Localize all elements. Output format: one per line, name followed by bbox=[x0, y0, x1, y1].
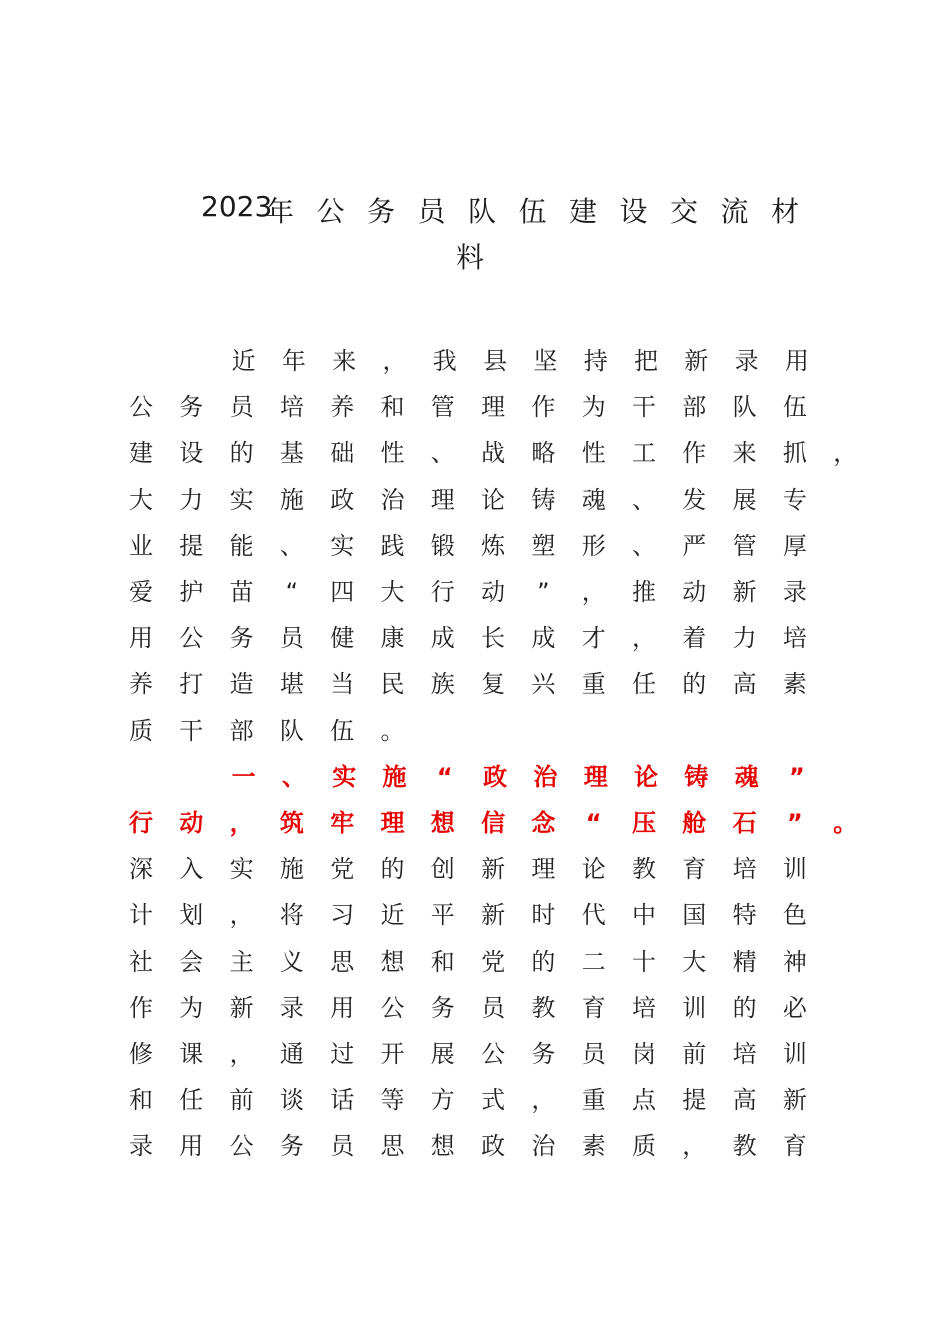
paragraph-line: 公 务 员 培 养 和 管 理 作 为 干 部 队 伍 bbox=[129, 393, 807, 422]
paragraph-line: 社 会 主 义 思 想 和 党 的 二 十 大 精 神 bbox=[129, 947, 807, 976]
paragraph-line: 和 任 前 谈 话 等 方 式 ， 重 点 提 高 新 bbox=[129, 1086, 807, 1115]
paragraph-line: 近 年 来 ， 我 县 坚 持 把 新 录 用 bbox=[231, 347, 809, 375]
paragraph-line: 计 划 ， 将 习 近 平 新 时 代 中 国 特 色 bbox=[129, 901, 807, 930]
paragraph-line: 用 公 务 员 健 康 成 长 成 才 ， 着 力 培 bbox=[129, 624, 807, 653]
paragraph-line: 业 提 能 、 实 践 锻 炼 塑 形 、 严 管 厚 bbox=[129, 531, 807, 560]
paragraph-line: 录 用 公 务 员 思 想 政 治 素 质 ， 教 育 bbox=[129, 1132, 807, 1161]
paragraph-line: 养 打 造 堪 当 民 族 复 兴 重 任 的 高 素 bbox=[129, 670, 807, 699]
document-page: 2023 年 公 务 员 队 伍 建 设 交 流 材 料 近 年 来 ， 我 县 坚 持 把 新 录 用 公 务 员 培 养 和 管 理 作 为 干 部 队 伍 建 设 的 基 础 性 、 战 略 性 工 作 来 抓 ， 大 力 实 施 政 治 理 论 铸 魂 、 发 展 专 业 提 能 、 实 践 锻 炼 塑 形 、 严 管 厚 爱 护 苗 “ 四 大 行 动 ” ， 推 动 新 录 用 公 务 员 健 康 成 长 成 才 ， 着 力 培 养 打 造 堪 当 民 族 复 兴 重 任 的 高 素 质 干 部 队 伍 。 一 、 实 施 “ 政 治 理 论 铸 魂 ” 行 动 ， 筑 牢 理 想 信 念 “ 压 舱 石 ” 。 深 入 实 施 党 的 创 新 理 论 教 育 培 训 计 划 ， 将 习 近 平 新 时 代 中 国 特 色 社 会 主 义 思 想 和 党 的 二 十 大 精 神 作 为 新 录 用 公 务 员 教 育 培 训 的 必 修 课 ， 通 过 开 展 公 务 员 岗 前 培 训 和 任 前 谈 话 等 方 式 ， 重 点 提 高 新 录 用 公 务 员 思 想 政 治 素 质 ， 教 育 bbox=[0, 0, 950, 1344]
paragraph-line: 深 入 实 施 党 的 创 新 理 论 教 育 培 训 bbox=[129, 855, 807, 884]
paragraph-line: 建 设 的 基 础 性 、 战 略 性 工 作 来 抓 ， bbox=[129, 439, 858, 468]
paragraph-line: 质 干 部 队 伍 。 bbox=[129, 716, 405, 745]
section-heading-line: 行 动 ， 筑 牢 理 想 信 念 “ 压 舱 石 ” 。 bbox=[129, 809, 858, 837]
paragraph-line: 作 为 新 录 用 公 务 员 教 育 培 训 的 必 bbox=[129, 993, 807, 1022]
section-heading-line: 一 、 实 施 “ 政 治 理 论 铸 魂 ” bbox=[231, 762, 805, 791]
paragraph-line: 大 力 实 施 政 治 理 论 铸 魂 、 发 展 专 bbox=[129, 485, 807, 514]
paragraph-line: 修 课 ， 通 过 开 展 公 务 员 岗 前 培 训 bbox=[129, 1040, 807, 1068]
paragraph-line: 爱 护 苗 “ 四 大 行 动 ” ， 推 动 新 录 bbox=[129, 578, 807, 606]
